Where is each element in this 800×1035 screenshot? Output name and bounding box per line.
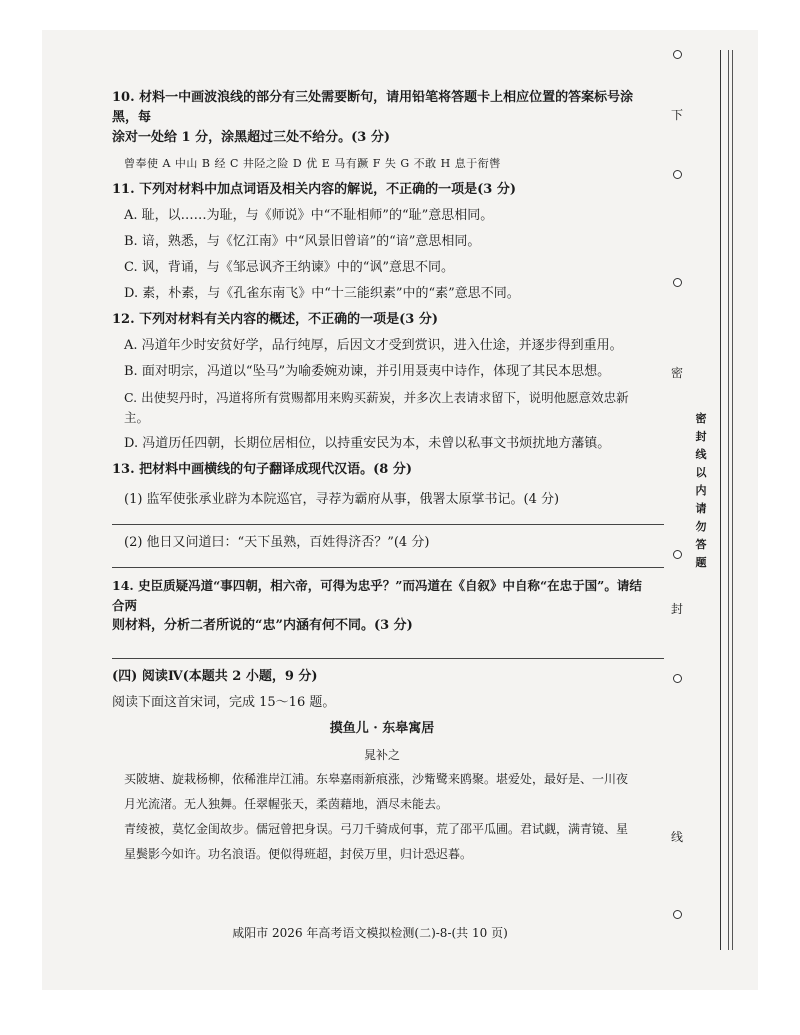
q11-stem: 11. 下列对材料中加点词语及相关内容的解说，不正确的一项是(3 分): [112, 182, 517, 197]
binding-mark-mid: 密: [670, 366, 683, 380]
q10-answer-strip: 曾奉使 A 中山 B 经 C 井陉之险 D 优 E 马有蹶 F 失 G 不敢 H 息于衔辔: [124, 157, 501, 170]
warning-char: 内: [695, 484, 707, 497]
warning-char: 以: [695, 466, 707, 479]
binding-mark-top: 下: [670, 108, 683, 122]
binding-hole: [673, 674, 682, 683]
q13-sub2: (2) 他日又问道曰：“天下虽熟，百姓得济否？”(4 分): [124, 535, 430, 550]
poem-line: 星鬓影今如许。功名浪语。便似得班超，封侯万里，归计恐迟暮。: [124, 847, 473, 861]
binding-line: [728, 50, 729, 950]
exam-page: [42, 30, 758, 990]
q14-stem-line2: 则材料，分析二者所说的“忠”内涵有何不同。(3 分): [112, 618, 413, 633]
q10-stem-line1: 10. 材料一中画波浪线的部分有三处需要断句，请用铅笔将答题卡上相应位置的答案标号涂黑，每: [112, 90, 634, 125]
q12-option-c: C. 出使契丹时，冯道将所有赏赐都用来购买薪炭，并多次上表请求留下，说明他愿意效忠新主。: [124, 390, 629, 425]
q12-stem: 12. 下列对材料有关内容的概述，不正确的一项是(3 分): [112, 312, 439, 327]
poem-line: 青绫被，莫忆金闺故步。儒冠曾把身误。弓刀千骑成何事，荒了邵平瓜圃。君试觑，满青镜、星: [124, 822, 629, 836]
q12-option-d: D. 冯道历任四朝，长期位居相位，以持重安民为本，未曾以私事文书烦扰地方藩镇。: [124, 436, 611, 451]
binding-hole: [673, 50, 682, 59]
q11-option-b: B. 谙，熟悉，与《忆江南》中“风景旧曾谙”的“谙”意思相同。: [124, 234, 481, 249]
q14-stem-line1: 14. 史臣质疑冯道“事四朝，相六帝，可得为忠乎？”而冯道在《自叙》中自称“在忠于国”。请结合两: [112, 578, 642, 613]
q12-option-b: B. 面对明宗，冯道以“坠马”为喻委婉劝谏，并引用聂夷中诗作，体现了其民本思想。: [124, 364, 611, 379]
q11-option-c: C. 讽，背诵，与《邹忌讽齐王纳谏》中的“讽”意思不同。: [124, 260, 455, 275]
q13-sub1: (1) 监军使张承业辟为本院巡官，寻荐为霸府从事，俄署太原掌书记。(4 分): [124, 492, 560, 507]
binding-line: [720, 50, 721, 950]
q11-option-a: A. 耻，以……为耻，与《师说》中“不耻相师”的“耻”意思相同。: [124, 208, 494, 223]
warning-char: 封: [695, 430, 707, 443]
warning-char: 答: [695, 538, 707, 551]
binding-warning: [694, 410, 708, 572]
poem-author: 晁补之: [363, 748, 400, 762]
poem-line: 买陂塘、旋栽杨柳，依稀淮岸江浦。东皋嘉雨新痕涨，沙觜鹭来鸥聚。堪爱处，最好是、一川夜: [124, 772, 629, 786]
q13-stem: 13. 把材料中画横线的句子翻译成现代汉语。(8 分): [112, 462, 413, 477]
binding-mark-lower: 封: [670, 602, 683, 616]
q11-option-d: D. 素，朴素，与《孔雀东南飞》中“十三能织素”中的“素”意思不同。: [124, 286, 520, 301]
page-footer: 咸阳市 2026 年高考语文模拟检测(二)-8-(共 10 页): [232, 926, 508, 940]
poem-title: 摸鱼儿 · 东皋寓居: [329, 721, 435, 736]
binding-line: [732, 50, 733, 950]
binding-mark-bottom: 线: [670, 830, 683, 844]
binding-hole: [673, 910, 682, 919]
q10-stem-line2: 涂对一处给 1 分，涂黑超过三处不给分。(3 分): [112, 130, 390, 145]
warning-char: 勿: [695, 520, 707, 533]
binding-strip: [42, 50, 758, 950]
binding-hole: [673, 170, 682, 179]
warning-char: 请: [695, 502, 707, 515]
binding-hole: [673, 278, 682, 287]
binding-hole: [673, 550, 682, 559]
warning-char: 密: [695, 412, 707, 425]
section4-instruction: 阅读下面这首宋词，完成 15～16 题。: [112, 695, 336, 710]
q12-option-a: A. 冯道年少时安贫好学，品行纯厚，后因文才受到赏识，进入仕途，并逐步得到重用。: [124, 338, 623, 353]
section4-heading: (四) 阅读Ⅳ(本题共 2 小题，9 分): [112, 669, 318, 684]
warning-char: 题: [695, 556, 707, 569]
warning-char: 线: [695, 448, 707, 461]
poem-line: 月光流渚。无人独舞。任翠幄张天，柔茵藉地，酒尽未能去。: [124, 797, 449, 811]
